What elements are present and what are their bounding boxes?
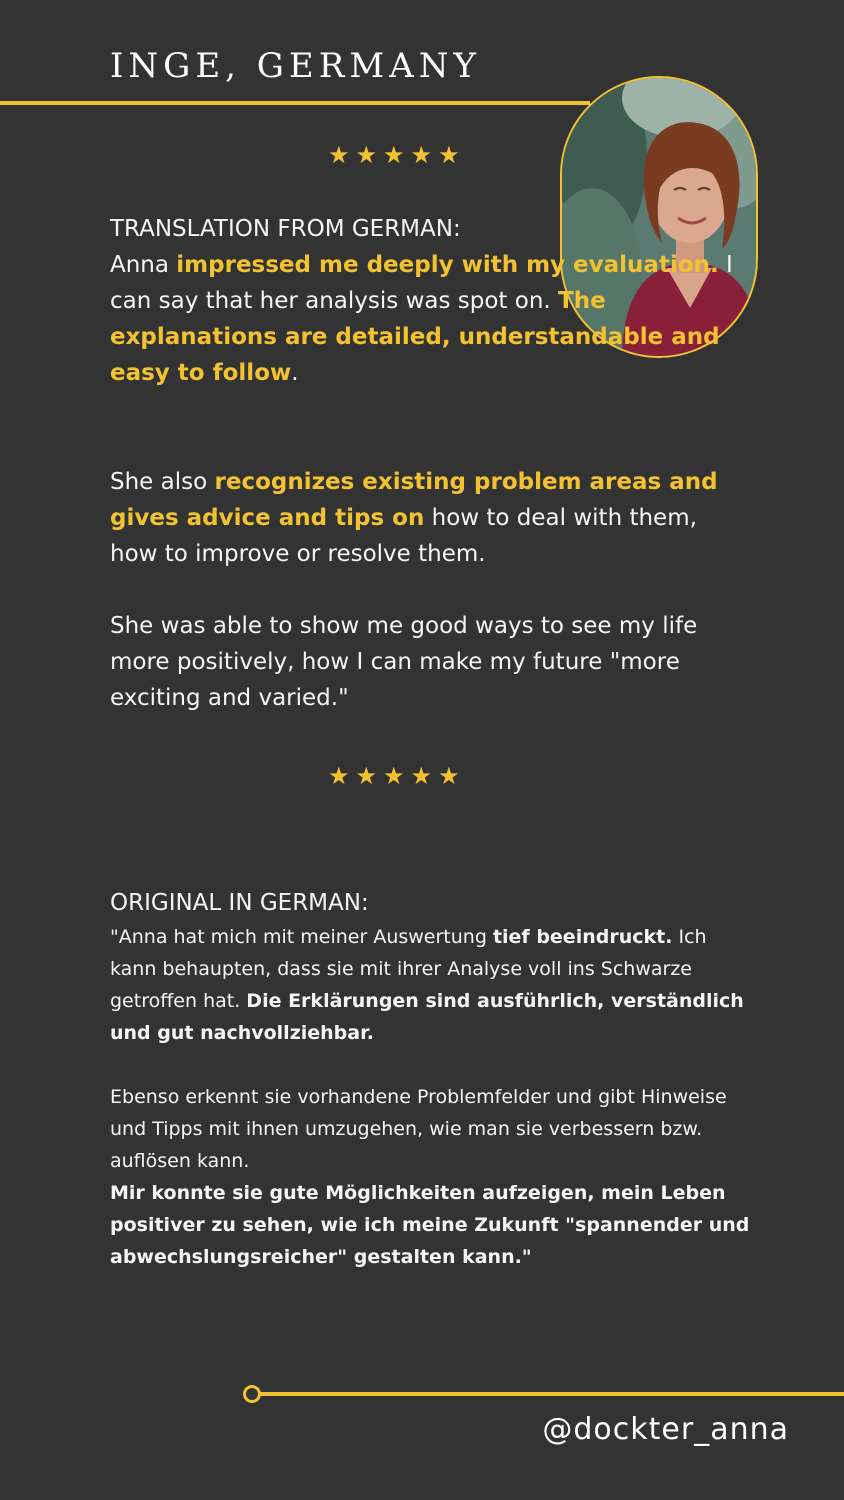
bold-text: tief beeindruckt. — [492, 926, 673, 948]
original-paragraph-2: Ebenso erkennt sie vorhandene Problemfelder und gibt Hinweise und Tipps mit ihnen umzugehen, wie man sie verbessern bzw. auflösen kann. — [110, 1086, 727, 1172]
text-span: how to deal with them, how to improve or resolve them. — [110, 505, 697, 567]
text-span: Ich kann behaupten, dass sie mit ihrer Analyse voll ins Schwarze getroffen hat. — [110, 926, 707, 1012]
text-span: She also — [110, 469, 215, 495]
translation-paragraph-1 — [110, 211, 750, 391]
top-divider — [0, 101, 590, 105]
text-span: . — [291, 360, 299, 386]
highlight-text: impressed me deeply with my evaluation. — [176, 252, 719, 278]
translation-label: TRANSLATION FROM GERMAN: — [110, 216, 461, 242]
social-handle: @dockter_anna — [542, 1412, 789, 1447]
rating-stars-top: ★★★★★ — [328, 141, 466, 169]
text-span: "Anna hat mich mit meiner Auswertung — [110, 926, 493, 948]
bold-text: Die Erklärungen sind ausführlich, verständlich und gut nachvollziehbar. — [110, 990, 744, 1044]
highlight-text: The explanations are detailed, understandable and easy to follow — [110, 288, 720, 386]
original-paragraph-3: Mir konnte sie gute Möglichkeiten aufzeigen, mein Leben positiver zu sehen, wie ich meine Zukunft "spannender und abwechslungsreicher" gestalten kann." — [110, 1182, 750, 1268]
translation-paragraph-2 — [110, 464, 750, 572]
text-span: Anna — [110, 252, 177, 278]
reviewer-title: INGE, GERMANY — [110, 46, 481, 86]
highlight-text: recognizes existing problem areas and gives advice and tips on — [110, 469, 718, 531]
original-paragraph-1 — [110, 921, 750, 1049]
text-span: I can say that her analysis was spot on. — [110, 252, 733, 314]
rating-stars-bottom: ★★★★★ — [328, 762, 466, 790]
translation-paragraph-3: She was able to show me good ways to see my life more positively, how I can make my future "more exciting and varied." — [110, 613, 698, 711]
original-label: ORIGINAL IN GERMAN: — [110, 890, 369, 916]
bottom-divider — [258, 1392, 844, 1396]
